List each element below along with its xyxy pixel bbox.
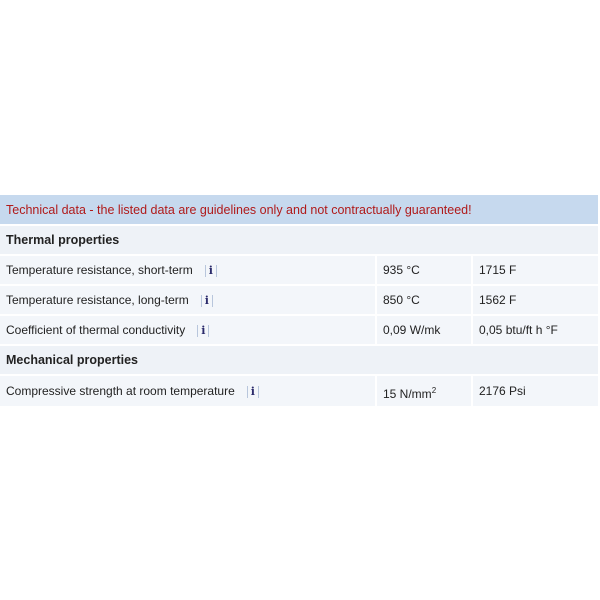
- table-row: [0, 286, 598, 316]
- property-label: Compressive strength at room temperature: [6, 384, 235, 398]
- property-label: Coefficient of thermal conductivity: [6, 323, 186, 337]
- info-icon[interactable]: i: [247, 386, 259, 398]
- disclaimer-banner: [0, 195, 598, 226]
- section-header-thermal: [0, 226, 598, 256]
- property-label: Temperature resistance, long-term: [6, 293, 189, 307]
- imperial-value: 1715 F: [473, 256, 598, 286]
- info-icon[interactable]: i: [201, 295, 213, 307]
- table-row: [0, 256, 598, 286]
- technical-data-panel: [0, 195, 598, 408]
- info-icon[interactable]: i: [205, 265, 217, 277]
- metric-value: 935 °C: [377, 256, 473, 286]
- table-row: [0, 316, 598, 346]
- info-icon[interactable]: i: [197, 325, 209, 337]
- imperial-value: 1562 F: [473, 286, 598, 316]
- section-header-mechanical: [0, 346, 598, 376]
- metric-value-base: 15 N/mm: [383, 386, 432, 401]
- table-row: [0, 376, 598, 408]
- property-label-cell: [0, 286, 377, 316]
- property-label-cell: [0, 376, 377, 408]
- metric-value-exponent: 2: [431, 385, 437, 395]
- metric-value: 850 °C: [377, 286, 473, 316]
- property-label-cell: [0, 256, 377, 286]
- section-title-thermal: Thermal properties: [0, 226, 598, 256]
- technical-data-table: [0, 195, 598, 408]
- disclaimer-text: Technical data - the listed data are guidelines only and not contractually guaranteed!: [0, 195, 598, 226]
- imperial-value: 0,05 btu/ft h °F: [473, 316, 598, 346]
- imperial-value: 2176 Psi: [473, 376, 598, 408]
- metric-value: [377, 376, 473, 408]
- section-title-mechanical: Mechanical properties: [0, 346, 598, 376]
- property-label-cell: [0, 316, 377, 346]
- metric-value: 0,09 W/mk: [377, 316, 473, 346]
- property-label: Temperature resistance, short-term: [6, 263, 193, 277]
